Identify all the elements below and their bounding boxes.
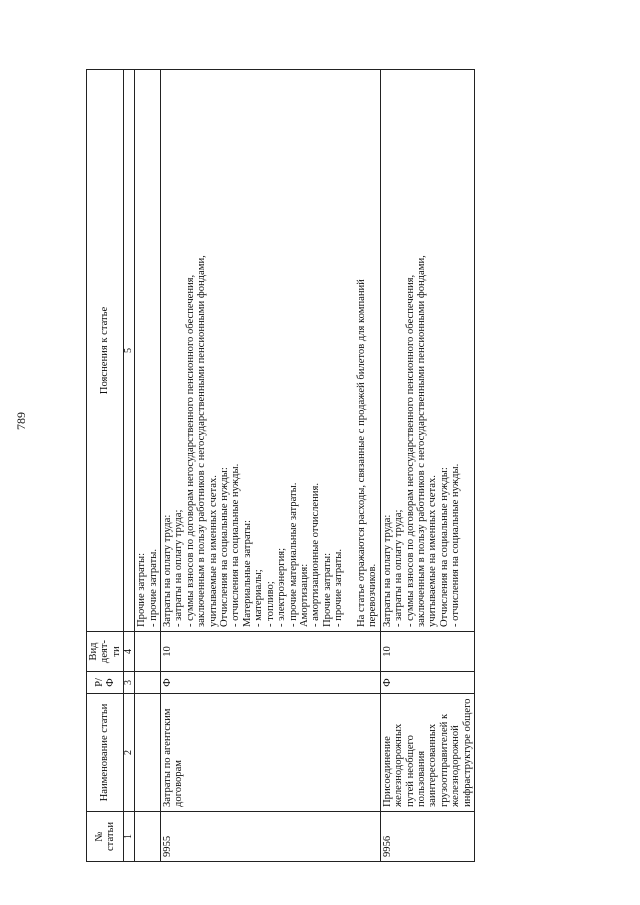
page-number: 789 [14, 412, 28, 430]
table-row [161, 70, 381, 862]
row-description [135, 70, 161, 632]
row-name: Затраты по агентским договорам [161, 694, 381, 812]
description-line: Прочие затраты: [136, 552, 148, 627]
description-line: - прочие материальные затраты. [287, 482, 299, 627]
description-line: - затраты на оплату труда; [173, 509, 185, 627]
header-num: № статьи [87, 812, 124, 862]
description-line: заключенным в пользу работников с негосударственными пенсионными фондами, [196, 255, 208, 627]
table-row [380, 70, 474, 862]
description-line: - электроэнергия; [276, 547, 288, 627]
column-number: 5 [124, 70, 135, 632]
column-number: 3 [124, 672, 135, 694]
description-line: перевозчиков. [367, 563, 379, 627]
row-description [161, 70, 381, 632]
description-line: - прочие затраты. [147, 548, 159, 627]
column-number: 1 [124, 812, 135, 862]
description-line: заключенным в пользу работников с негосударственными пенсионными фондами, [415, 255, 427, 627]
description-line: Затраты на оплату труда: [381, 514, 393, 627]
column-number-row [124, 70, 135, 862]
description-line: учитываемые на именных счетах. [207, 475, 219, 627]
row-name: Присоединение железнодорожных путей необщего пользования заинтересованных грузоотправителей к железнодорожной инфраструктуре общего [380, 694, 474, 812]
header-name: Наименование статьи [87, 694, 124, 812]
row-rf: Ф [380, 672, 474, 694]
row-type [135, 632, 161, 672]
table-frame [86, 70, 586, 862]
header-row [87, 70, 124, 862]
description-line: - отчисления на социальные нужды. [450, 463, 462, 627]
column-number: 4 [124, 632, 135, 672]
row-rf: Ф [161, 672, 381, 694]
header-type: Вид деят-ти [87, 632, 124, 672]
description-line: Прочие затраты: [321, 552, 333, 627]
row-rf [135, 672, 161, 694]
description-line: Отчисления на социальные нужды: [219, 467, 231, 627]
row-type: 10 [161, 632, 381, 672]
column-number: 2 [124, 694, 135, 812]
header-desc: Пояснения к статье [87, 70, 124, 632]
description-line: - топливо; [264, 581, 276, 627]
row-description [380, 70, 474, 632]
description-line: - затраты на оплату труда; [393, 509, 405, 627]
description-line: Амортизация: [298, 563, 310, 627]
description-line: Отчисления на социальные нужды: [438, 467, 450, 627]
table-row [135, 70, 161, 862]
description-line: - материалы; [253, 569, 265, 627]
description-line: - отчисления на социальные нужды. [230, 463, 242, 627]
row-num: 9955 [161, 812, 381, 862]
row-num [135, 812, 161, 862]
description-line: - амортизационные отчисления. [310, 483, 322, 627]
description-line: На статье отражаются расходы, связанные с продажей билетов для компаний [355, 279, 367, 627]
expense-items-table [86, 69, 475, 862]
description-line: - суммы взносов по договорам негосударственного пенсионного обеспечения, [184, 274, 196, 627]
row-num: 9956 [380, 812, 474, 862]
row-name [135, 694, 161, 812]
row-type: 10 [380, 632, 474, 672]
description-line: Затраты на оплату труда: [162, 514, 174, 627]
description-line: - суммы взносов по договорам негосударственного пенсионного обеспечения, [404, 274, 416, 627]
header-rf: Р/ Ф [87, 672, 124, 694]
description-line: - прочие затраты. [333, 548, 345, 627]
description-line: учитываемые на именных счетах. [427, 475, 439, 627]
description-line: Материальные затраты: [241, 520, 253, 627]
description-blank-line [345, 74, 356, 627]
